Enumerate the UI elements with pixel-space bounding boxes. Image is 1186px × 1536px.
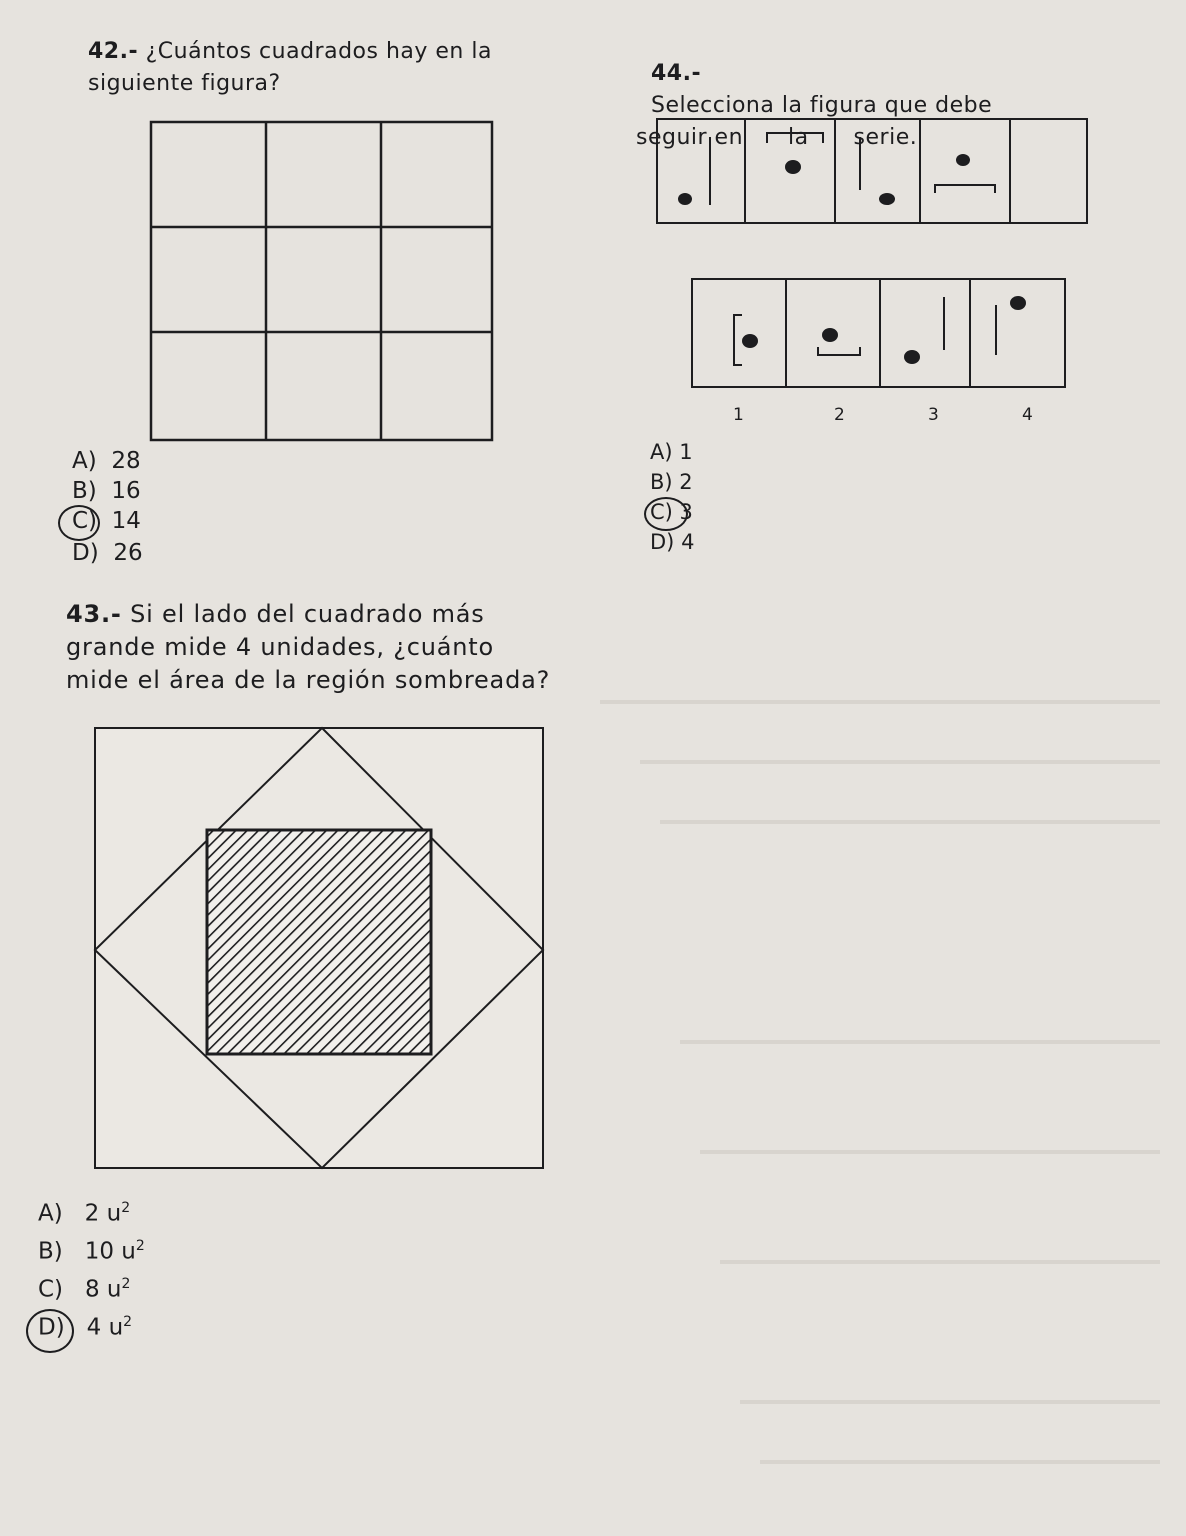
q42-answer-circle xyxy=(58,505,100,541)
q43-option-a-exp: 2 xyxy=(121,1200,131,1216)
q42-option-b-letter: B) xyxy=(72,478,97,504)
q43-prompt xyxy=(66,598,550,697)
q43-answer-circle xyxy=(26,1309,74,1353)
q43-option-c-value: 8 u xyxy=(84,1276,122,1303)
q43-line3: mide el área de la región sombreada? xyxy=(66,666,551,694)
q43-line1: Si el lado del cuadrado más xyxy=(130,600,485,628)
q42-option-c-value: 14 xyxy=(111,508,141,534)
q43-option-a-value: 2 u xyxy=(84,1200,122,1227)
q42-option-c-letter: C) xyxy=(72,508,98,534)
q43-option-c-exp: 2 xyxy=(121,1276,131,1292)
q44-line1: Selecciona la figura que debe xyxy=(651,93,993,118)
q42-option-a-value: 28 xyxy=(111,448,141,474)
q44-choice-label-3: 3 xyxy=(928,405,939,425)
q43-option-c[interactable] xyxy=(38,1276,130,1303)
q43-option-b-value: 10 u xyxy=(84,1238,136,1265)
q43-area-figure xyxy=(85,720,550,1175)
q42-number: 42.- xyxy=(88,39,139,64)
q43-option-d-exp: 2 xyxy=(123,1314,133,1330)
q43-option-b[interactable] xyxy=(38,1238,145,1265)
q44-option-a-letter: A) xyxy=(650,440,673,464)
q44-option-d[interactable] xyxy=(650,530,694,554)
q44-option-c-value: 3 xyxy=(679,500,693,524)
q42-option-a[interactable] xyxy=(72,448,141,474)
q42-line1: ¿Cuántos cuadrados hay en la xyxy=(145,39,492,64)
q44-option-d-letter: D) xyxy=(650,530,675,554)
q42-option-b-value: 16 xyxy=(111,478,141,504)
q44-choices-strip xyxy=(690,275,1070,423)
q42-option-a-letter: A) xyxy=(72,448,97,474)
q43-option-d-letter: D) xyxy=(38,1314,65,1341)
q43-line2: grande mide 4 unidades, ¿cuánto xyxy=(66,633,494,661)
q43-option-d-value: 4 u xyxy=(86,1314,124,1341)
q42-prompt xyxy=(88,36,492,100)
q44-option-d-value: 4 xyxy=(681,530,695,554)
q44-option-b[interactable] xyxy=(650,470,693,494)
q44-option-a[interactable] xyxy=(650,440,693,464)
q43-option-a[interactable] xyxy=(38,1200,130,1227)
q42-option-d[interactable] xyxy=(72,540,143,566)
q42-option-b[interactable] xyxy=(72,478,141,504)
q43-number: 43.- xyxy=(66,600,122,628)
q44-option-b-letter: B) xyxy=(650,470,673,494)
q44-choice-label-4: 4 xyxy=(1022,405,1033,425)
q44-option-a-value: 1 xyxy=(679,440,693,464)
q44-series-strip xyxy=(655,115,1091,227)
q44-choice-label-1: 1 xyxy=(733,405,744,425)
q43-option-b-letter: B) xyxy=(38,1238,63,1265)
q42-grid-figure xyxy=(140,115,502,445)
q42-option-d-letter: D) xyxy=(72,540,99,566)
q43-option-c-letter: C) xyxy=(38,1276,64,1303)
q44-choice-label-2: 2 xyxy=(834,405,845,425)
q44-option-b-value: 2 xyxy=(679,470,693,494)
q44-number: 44.- xyxy=(651,61,702,86)
q42-option-d-value: 26 xyxy=(113,540,143,566)
q44-line2: seguir en la serie. xyxy=(636,125,918,150)
q43-option-a-letter: A) xyxy=(38,1200,63,1227)
q44-option-c-letter: C) xyxy=(650,500,673,524)
q42-line2: siguiente figura? xyxy=(88,71,281,96)
q43-option-b-exp: 2 xyxy=(135,1238,145,1254)
q44-answer-circle xyxy=(644,497,688,531)
